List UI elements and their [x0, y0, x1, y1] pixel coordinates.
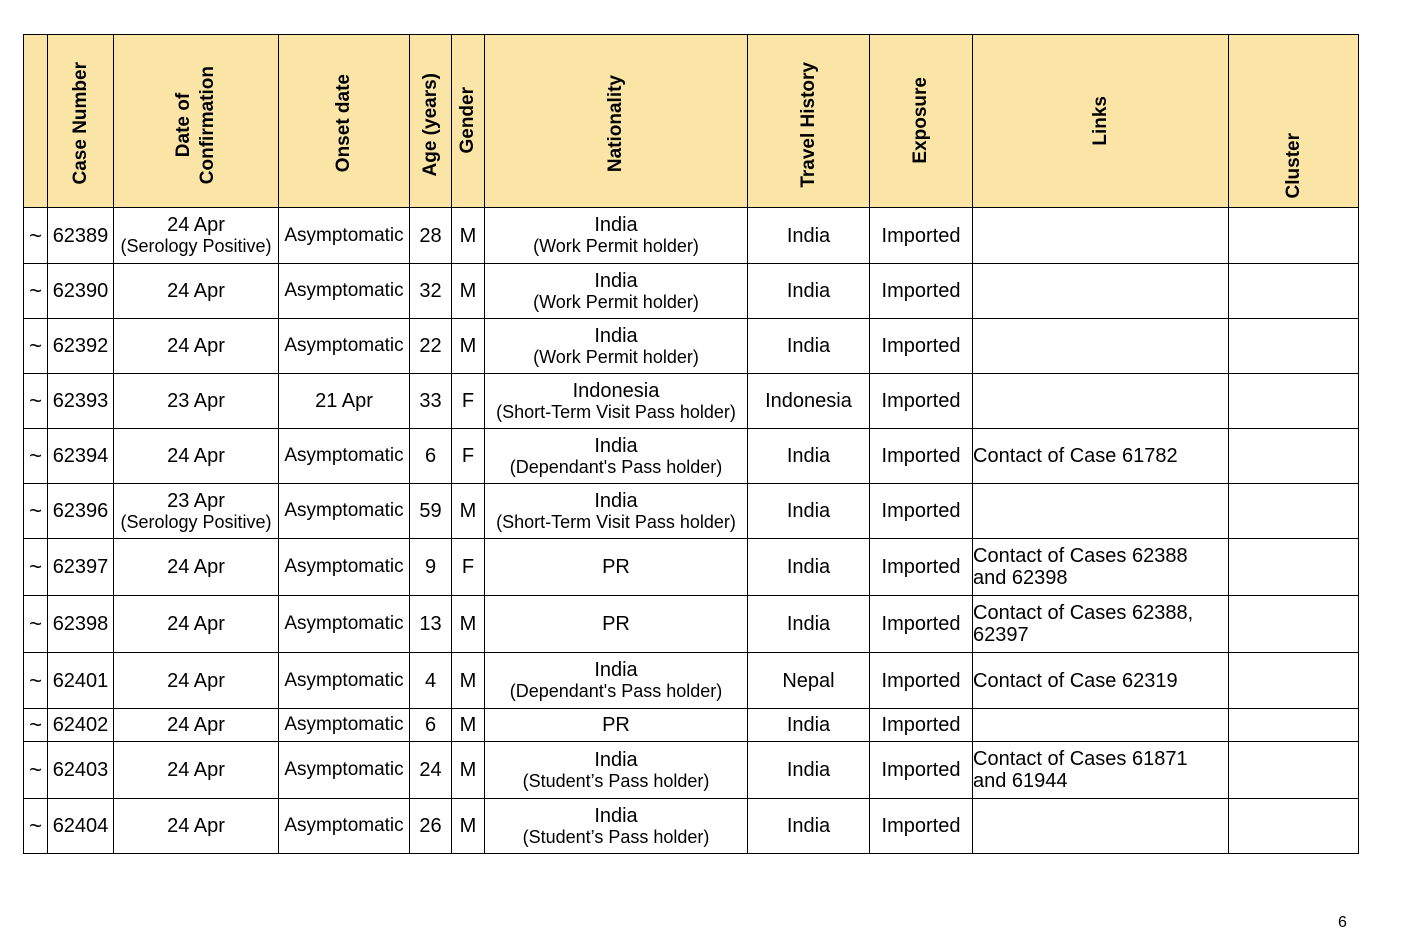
travel-history-cell: India [748, 539, 870, 596]
links-line2: and 61944 [973, 770, 1068, 792]
nationality-cell [485, 653, 748, 709]
links-cell [973, 596, 1229, 653]
age-cell: 22 [410, 319, 452, 374]
confirmation-note: (Serology Positive) [120, 236, 272, 256]
pass-type: (Dependant's Pass holder) [509, 681, 723, 701]
header-case-number-label: Case Number [69, 61, 91, 184]
gender-cell: M [452, 596, 485, 653]
table-row [24, 653, 1359, 709]
header-links [973, 35, 1229, 208]
confirmation-date: 24 Apr [167, 280, 225, 302]
confirmation-date-cell [114, 539, 279, 596]
cluster-cell [1229, 484, 1359, 539]
links-line2: and 62398 [973, 567, 1068, 589]
case-number-cell: 62402 [48, 709, 114, 742]
nationality: India [594, 434, 638, 457]
travel-history-cell: India [748, 799, 870, 854]
gender-cell: M [452, 742, 485, 799]
cluster-cell [1229, 596, 1359, 653]
travel-history-cell: India [748, 264, 870, 319]
nationality-cell [485, 374, 748, 429]
onset-date-cell: Asymptomatic [279, 319, 410, 374]
header-onset-date-label: Onset date [333, 73, 354, 172]
header-marker [24, 35, 48, 208]
case-number-cell: 62394 [48, 429, 114, 484]
case-number-cell: 62403 [48, 742, 114, 799]
age-cell: 24 [410, 742, 452, 799]
cluster-cell [1229, 319, 1359, 374]
links-line1: Contact of Cases 62388 [973, 545, 1188, 567]
confirmation-date-cell [114, 742, 279, 799]
nationality-cell [485, 208, 748, 264]
exposure-cell: Imported [870, 742, 973, 799]
pass-type: (Work Permit holder) [533, 291, 699, 312]
travel-history-cell: India [748, 484, 870, 539]
case-number-cell: 62392 [48, 319, 114, 374]
onset-date-cell: Asymptomatic [279, 429, 410, 484]
links-line1: Contact of Case 61782 [973, 445, 1178, 467]
case-number-cell: 62401 [48, 653, 114, 709]
nationality-cell [485, 539, 748, 596]
cluster-cell [1229, 429, 1359, 484]
nationality: India [594, 324, 638, 347]
travel-history-cell: India [748, 742, 870, 799]
confirmation-date-cell [114, 264, 279, 319]
header-cluster [1229, 35, 1359, 208]
confirmation-date: 24 Apr [167, 759, 225, 781]
age-cell: 13 [410, 596, 452, 653]
travel-history-cell: India [748, 709, 870, 742]
gender-cell: M [452, 709, 485, 742]
nationality: India [594, 748, 638, 771]
confirmation-date-cell [114, 709, 279, 742]
age-cell: 32 [410, 264, 452, 319]
confirmation-note: (Serology Positive) [120, 511, 272, 532]
nationality: PR [602, 613, 630, 635]
header-row [24, 35, 1359, 208]
exposure-cell: Imported [870, 374, 973, 429]
travel-history-cell: India [748, 429, 870, 484]
row-marker: ~ [24, 374, 48, 429]
nationality: India [594, 214, 638, 236]
nationality: PR [602, 556, 630, 578]
onset-date-cell: Asymptomatic [279, 484, 410, 539]
links-cell [973, 742, 1229, 799]
age-cell: 33 [410, 374, 452, 429]
nationality: PR [602, 714, 630, 736]
header-date-line1: Date of [173, 92, 194, 158]
case-number-cell: 62404 [48, 799, 114, 854]
table-row [24, 799, 1359, 854]
exposure-cell: Imported [870, 319, 973, 374]
links-line1: Contact of Case 62319 [973, 669, 1178, 692]
header-nationality-label: Nationality [605, 74, 626, 172]
row-marker: ~ [24, 319, 48, 374]
confirmation-date: 24 Apr [167, 714, 225, 736]
pass-type: (Work Permit holder) [533, 236, 699, 256]
gender-cell: M [452, 208, 485, 264]
row-marker: ~ [24, 799, 48, 854]
header-date-of-confirmation [114, 35, 279, 208]
exposure-cell: Imported [870, 799, 973, 854]
exposure-cell: Imported [870, 653, 973, 709]
pass-type: (Student’s Pass holder) [522, 770, 710, 791]
onset-date-cell: Asymptomatic [279, 539, 410, 596]
row-marker: ~ [24, 539, 48, 596]
travel-history-cell: India [748, 596, 870, 653]
links-cell [973, 208, 1229, 264]
header-date-line2: Confirmation [197, 65, 218, 184]
age-cell: 26 [410, 799, 452, 854]
onset-date-cell: Asymptomatic [279, 742, 410, 799]
exposure-cell: Imported [870, 429, 973, 484]
header-cluster-label: Cluster [1282, 132, 1304, 198]
age-cell: 9 [410, 539, 452, 596]
nationality: India [594, 659, 638, 681]
nationality-cell [485, 742, 748, 799]
links-cell [973, 429, 1229, 484]
onset-date-cell: Asymptomatic [279, 264, 410, 319]
cluster-cell [1229, 799, 1359, 854]
header-gender [452, 35, 485, 208]
row-marker: ~ [24, 484, 48, 539]
header-onset-date [279, 35, 410, 208]
table-row [24, 484, 1359, 539]
page-number: 6 [1338, 914, 1347, 931]
table-row [24, 539, 1359, 596]
nationality: Indonesia [572, 379, 660, 402]
links-cell [973, 264, 1229, 319]
cluster-cell [1229, 742, 1359, 799]
case-number-cell: 62390 [48, 264, 114, 319]
confirmation-date-cell [114, 799, 279, 854]
exposure-cell: Imported [870, 709, 973, 742]
age-cell: 28 [410, 208, 452, 264]
row-marker: ~ [24, 596, 48, 653]
nationality-cell [485, 799, 748, 854]
confirmation-date-cell [114, 653, 279, 709]
confirmation-date-cell [114, 596, 279, 653]
confirmation-date: 24 Apr [167, 613, 225, 635]
nationality: India [594, 269, 638, 292]
links-cell [973, 709, 1229, 742]
nationality: India [594, 489, 638, 512]
header-travel-history [748, 35, 870, 208]
confirmation-date: 24 Apr [167, 335, 225, 357]
confirmation-date: 24 Apr [167, 214, 225, 236]
links-cell [973, 653, 1229, 709]
case-number-cell: 62396 [48, 484, 114, 539]
table-row [24, 596, 1359, 653]
row-marker: ~ [24, 208, 48, 264]
age-cell: 4 [410, 653, 452, 709]
onset-date-cell: Asymptomatic [279, 653, 410, 709]
links-line1: Contact of Cases 62388, [973, 602, 1194, 624]
nationality-cell [485, 319, 748, 374]
onset-date-cell: 21 Apr [279, 374, 410, 429]
gender-cell: F [452, 429, 485, 484]
nationality-cell [485, 264, 748, 319]
links-cell [973, 319, 1229, 374]
row-marker: ~ [24, 709, 48, 742]
gender-cell: M [452, 264, 485, 319]
onset-date-cell: Asymptomatic [279, 596, 410, 653]
age-cell: 6 [410, 429, 452, 484]
table-row [24, 709, 1359, 742]
row-marker: ~ [24, 429, 48, 484]
case-number-cell: 62389 [48, 208, 114, 264]
header-nationality [485, 35, 748, 208]
header-exposure-label: Exposure [910, 77, 931, 164]
onset-date-cell: Asymptomatic [279, 709, 410, 742]
confirmation-date: 24 Apr [167, 669, 225, 692]
links-line2: 62397 [973, 624, 1029, 646]
pass-type: (Short-Term Visit Pass holder) [496, 511, 736, 532]
travel-history-cell: Nepal [748, 653, 870, 709]
gender-cell: M [452, 653, 485, 709]
pass-type: (Work Permit holder) [533, 346, 699, 367]
confirmation-date: 24 Apr [167, 445, 225, 467]
nationality-cell [485, 709, 748, 742]
nationality: India [594, 804, 638, 827]
gender-cell: F [452, 374, 485, 429]
header-age-label: Age (years) [419, 72, 441, 176]
pass-type: (Short-Term Visit Pass holder) [496, 401, 736, 422]
onset-date-cell: Asymptomatic [279, 799, 410, 854]
gender-cell: M [452, 799, 485, 854]
confirmation-date-cell [114, 208, 279, 264]
links-line1: Contact of Cases 61871 [973, 748, 1188, 770]
header-case-number [48, 35, 114, 208]
age-cell: 6 [410, 709, 452, 742]
confirmation-date: 23 Apr [167, 489, 225, 512]
travel-history-cell: India [748, 208, 870, 264]
links-cell [973, 374, 1229, 429]
nationality-cell [485, 484, 748, 539]
table-row [24, 429, 1359, 484]
cluster-cell [1229, 208, 1359, 264]
exposure-cell: Imported [870, 484, 973, 539]
gender-cell: M [452, 484, 485, 539]
row-marker: ~ [24, 264, 48, 319]
table-row [24, 742, 1359, 799]
case-number-cell: 62393 [48, 374, 114, 429]
exposure-cell: Imported [870, 596, 973, 653]
gender-cell: M [452, 319, 485, 374]
confirmation-date-cell [114, 374, 279, 429]
confirmation-date-cell [114, 429, 279, 484]
pass-type: (Student’s Pass holder) [522, 826, 710, 847]
cluster-cell [1229, 264, 1359, 319]
table-row [24, 319, 1359, 374]
header-age [410, 35, 452, 208]
table-row [24, 374, 1359, 429]
confirmation-date: 23 Apr [167, 390, 225, 412]
case-table [23, 34, 1359, 854]
header-gender-label: Gender [457, 87, 478, 154]
cluster-cell [1229, 374, 1359, 429]
nationality-cell [485, 429, 748, 484]
gender-cell: F [452, 539, 485, 596]
table-row [24, 264, 1359, 319]
pass-type: (Dependant's Pass holder) [509, 456, 723, 477]
cluster-cell [1229, 709, 1359, 742]
travel-history-cell: Indonesia [748, 374, 870, 429]
case-number-cell: 62397 [48, 539, 114, 596]
links-cell [973, 484, 1229, 539]
row-marker: ~ [24, 653, 48, 709]
exposure-cell: Imported [870, 208, 973, 264]
exposure-cell: Imported [870, 264, 973, 319]
header-exposure [870, 35, 973, 208]
header-date-label [172, 66, 220, 184]
confirmation-date-cell [114, 319, 279, 374]
nationality-cell [485, 596, 748, 653]
age-cell: 59 [410, 484, 452, 539]
header-links-label: Links [1089, 96, 1111, 146]
case-number-cell: 62398 [48, 596, 114, 653]
header-travel-history-label: Travel History [797, 62, 819, 188]
links-cell [973, 799, 1229, 854]
links-cell [973, 539, 1229, 596]
confirmation-date: 24 Apr [167, 815, 225, 837]
travel-history-cell: India [748, 319, 870, 374]
exposure-cell: Imported [870, 539, 973, 596]
table-row [24, 208, 1359, 264]
confirmation-date: 24 Apr [167, 556, 225, 578]
row-marker: ~ [24, 742, 48, 799]
cluster-cell [1229, 653, 1359, 709]
onset-date-cell: Asymptomatic [279, 208, 410, 264]
cluster-cell [1229, 539, 1359, 596]
confirmation-date-cell [114, 484, 279, 539]
